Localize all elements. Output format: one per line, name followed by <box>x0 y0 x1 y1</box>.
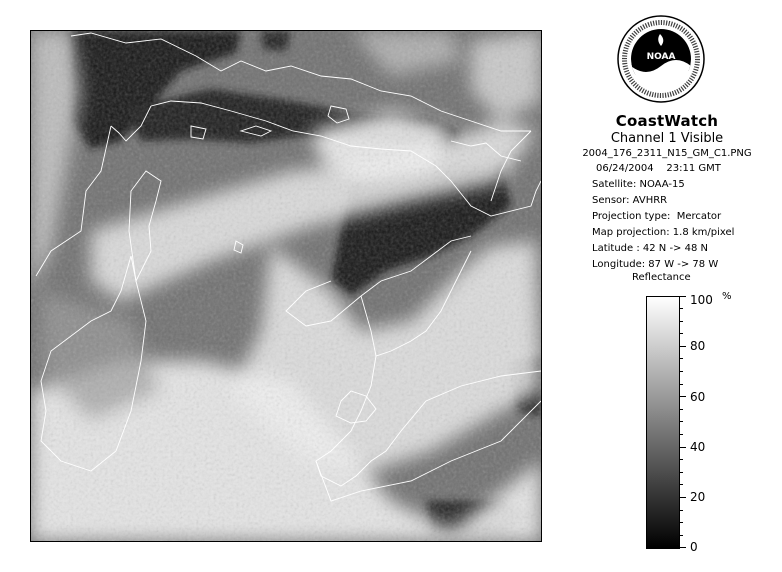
colorbar-tick-label: 100 <box>690 293 713 307</box>
channel-label: Channel 1 Visible <box>610 131 724 146</box>
date-time-line <box>596 163 772 174</box>
colorbar-tick <box>680 346 686 347</box>
colorbar-minor-tick <box>680 384 683 385</box>
colorbar-tick <box>680 497 686 498</box>
colorbar-minor-tick <box>680 510 683 511</box>
info-projection-type: Projection type: Mercator <box>592 211 722 222</box>
info-longitude: Longitude: 87 W -> 78 W <box>592 259 719 270</box>
colorbar-tick <box>680 396 686 397</box>
colorbar-minor-tick <box>680 409 683 410</box>
date-label: 06/24/2004 <box>596 163 654 174</box>
brand-title: CoastWatch <box>615 112 719 130</box>
colorbar-minor-tick <box>680 333 683 334</box>
satellite-image <box>31 31 541 541</box>
info-map-projection: Map projection: 1.8 km/pixel <box>592 227 735 238</box>
colorbar-minor-tick <box>680 434 683 435</box>
time-label: 23:11 GMT <box>666 163 721 174</box>
colorbar-tick <box>680 547 686 548</box>
legend-title: Reflectance <box>632 272 691 283</box>
noaa-seal-icon <box>616 14 706 104</box>
colorbar-tick-label: 40 <box>690 440 706 454</box>
colorbar-tick <box>680 296 686 297</box>
logo-text: NOAA <box>646 52 676 62</box>
colorbar-tick-label: 60 <box>690 390 706 404</box>
colorbar-minor-tick <box>680 522 683 523</box>
colorbar-minor-tick <box>680 535 683 536</box>
colorbar-minor-tick <box>680 308 683 309</box>
colorbar-tick-label: 80 <box>690 339 706 353</box>
colorbar-axis <box>680 293 760 554</box>
reflectance-colorbar <box>646 296 680 549</box>
info-sensor: Sensor: AVHRR <box>592 195 668 206</box>
filename-label: 2004_176_2311_N15_GM_C1.PNG <box>582 148 752 159</box>
satellite-map <box>30 30 542 542</box>
colorbar-tick <box>680 447 686 448</box>
info-panel <box>562 112 772 270</box>
colorbar-minor-tick <box>680 472 683 473</box>
colorbar-tick-label: 20 <box>690 490 706 504</box>
colorbar-minor-tick <box>680 371 683 372</box>
info-satellite: Satellite: NOAA-15 <box>592 179 685 190</box>
image-texture <box>31 31 541 541</box>
colorbar-minor-tick <box>680 484 683 485</box>
colorbar-minor-tick <box>680 421 683 422</box>
legend-unit: % <box>722 291 732 302</box>
colorbar-minor-tick <box>680 358 683 359</box>
info-latitude: Latitude : 42 N -> 48 N <box>592 243 708 254</box>
colorbar-minor-tick <box>680 321 683 322</box>
colorbar-tick-label: 0 <box>690 540 698 554</box>
colorbar-minor-tick <box>680 459 683 460</box>
